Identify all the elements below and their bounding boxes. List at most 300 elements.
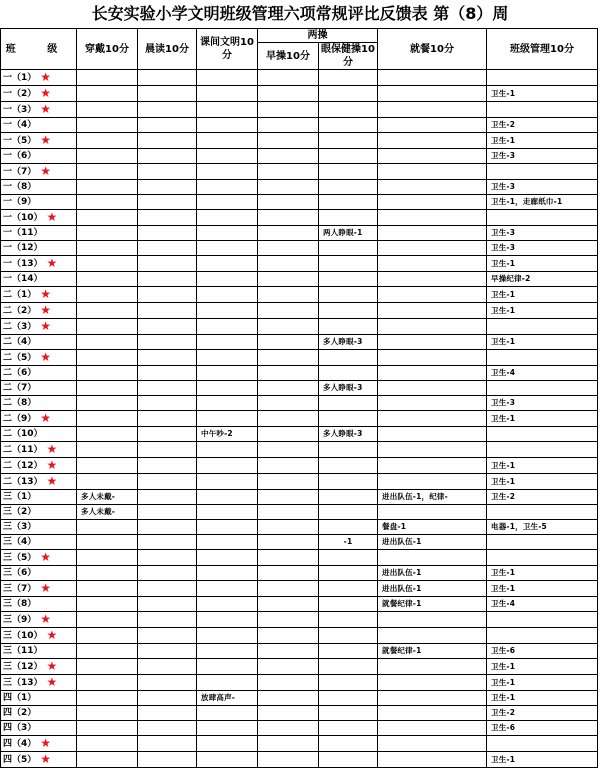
- class-name-cell: [1, 396, 77, 411]
- table-row: [1, 241, 598, 256]
- header-class-manage: 班级管理10分: [487, 29, 598, 70]
- morning-exercise-cell: [258, 303, 319, 319]
- eye-exercise-cell: [319, 350, 378, 366]
- morning-exercise-cell: [258, 706, 319, 721]
- meal-cell: [378, 210, 487, 226]
- meal-cell: [378, 118, 487, 133]
- class-name-cell: [1, 721, 77, 736]
- dress-cell: [77, 706, 138, 721]
- table-row: [1, 366, 598, 381]
- meal-cell: [378, 149, 487, 164]
- meal-cell: [378, 675, 487, 691]
- break-civility-cell: [197, 272, 258, 287]
- dress-cell: [77, 70, 138, 86]
- class-manage-cell: [487, 381, 598, 396]
- morning-exercise-cell: [258, 411, 319, 427]
- morning-exercise-cell: [258, 691, 319, 706]
- class-name-cell: [1, 133, 77, 149]
- meal-cell: [378, 706, 487, 721]
- table-row: [1, 396, 598, 411]
- class-name-cell: [1, 644, 77, 659]
- dress-cell: [77, 474, 138, 490]
- table-row: [1, 628, 598, 644]
- class-manage-cell: 卫生-3: [487, 180, 598, 195]
- break-civility-cell: [197, 474, 258, 490]
- eye-exercise-cell: [319, 628, 378, 644]
- meal-cell: [378, 256, 487, 272]
- meal-cell: [378, 350, 487, 366]
- star-icon: ★: [40, 303, 52, 317]
- morning-exercise-cell: [258, 133, 319, 149]
- star-icon: ★: [46, 210, 58, 224]
- meal-cell: [378, 133, 487, 149]
- class-name: 一（3）: [3, 105, 37, 115]
- meal-cell: [378, 272, 487, 287]
- class-name: 二（7）: [3, 383, 37, 393]
- break-civility-cell: [197, 411, 258, 427]
- meal-cell: [378, 659, 487, 675]
- table-row: [1, 566, 598, 581]
- break-civility-cell: [197, 256, 258, 272]
- morning-exercise-cell: [258, 644, 319, 659]
- eye-exercise-cell: [319, 164, 378, 180]
- dress-cell: [77, 427, 138, 442]
- table-row: [1, 535, 598, 550]
- meal-cell: [378, 180, 487, 195]
- class-name-cell: [1, 550, 77, 566]
- eye-exercise-cell: [319, 520, 378, 535]
- morning-exercise-cell: [258, 256, 319, 272]
- class-name: 二（5）: [3, 353, 37, 363]
- dress-cell: [77, 628, 138, 644]
- morning-read-cell: [138, 272, 197, 287]
- morning-exercise-cell: [258, 210, 319, 226]
- header-class: 班 级: [1, 29, 77, 70]
- dress-cell: [77, 550, 138, 566]
- class-manage-cell: 卫生-1: [487, 752, 598, 768]
- morning-read-cell: [138, 659, 197, 675]
- meal-cell: [378, 691, 487, 706]
- class-name-cell: [1, 659, 77, 675]
- table-row: [1, 505, 598, 520]
- break-civility-cell: [197, 350, 258, 366]
- eye-exercise-cell: [319, 149, 378, 164]
- table-row: [1, 210, 598, 226]
- eye-exercise-cell: [319, 195, 378, 210]
- morning-exercise-cell: [258, 721, 319, 736]
- eye-exercise-cell: [319, 241, 378, 256]
- morning-read-cell: [138, 644, 197, 659]
- meal-cell: [378, 287, 487, 303]
- class-manage-cell: [487, 319, 598, 335]
- table-row: [1, 149, 598, 164]
- meal-cell: [378, 381, 487, 396]
- class-name-cell: [1, 535, 77, 550]
- morning-read-cell: [138, 335, 197, 350]
- class-manage-cell: 卫生-1，走廊纸巾-1: [487, 195, 598, 210]
- morning-exercise-cell: [258, 442, 319, 458]
- class-name-cell: [1, 335, 77, 350]
- meal-cell: [378, 335, 487, 350]
- class-name-cell: [1, 210, 77, 226]
- meal-cell: [378, 442, 487, 458]
- dress-cell: [77, 535, 138, 550]
- header-meal: 就餐10分: [378, 29, 487, 70]
- class-name-cell: [1, 581, 77, 597]
- meal-cell: [378, 628, 487, 644]
- break-civility-cell: [197, 581, 258, 597]
- dress-cell: [77, 287, 138, 303]
- dress-cell: [77, 644, 138, 659]
- table-row: [1, 195, 598, 210]
- break-civility-cell: [197, 659, 258, 675]
- table-row: [1, 86, 598, 102]
- star-icon: ★: [46, 675, 58, 689]
- morning-read-cell: [138, 442, 197, 458]
- break-civility-cell: [197, 335, 258, 350]
- eye-exercise-cell: [319, 659, 378, 675]
- morning-read-cell: [138, 427, 197, 442]
- header-two-exercises: 两操: [258, 29, 378, 43]
- class-name: 二（10）: [3, 429, 43, 439]
- table-row: [1, 350, 598, 366]
- star-icon: ★: [40, 102, 52, 116]
- eye-exercise-cell: [319, 256, 378, 272]
- meal-cell: [378, 303, 487, 319]
- class-name-cell: [1, 675, 77, 691]
- table-row: [1, 597, 598, 612]
- eye-exercise-cell: [319, 721, 378, 736]
- class-manage-cell: [487, 505, 598, 520]
- eye-exercise-cell: [319, 411, 378, 427]
- morning-read-cell: [138, 411, 197, 427]
- table-row: [1, 70, 598, 86]
- class-manage-cell: [487, 210, 598, 226]
- morning-exercise-cell: [258, 86, 319, 102]
- class-manage-cell: 早操纪律-2: [487, 272, 598, 287]
- morning-read-cell: [138, 706, 197, 721]
- eye-exercise-cell: [319, 612, 378, 628]
- morning-exercise-cell: [258, 550, 319, 566]
- morning-exercise-cell: [258, 675, 319, 691]
- morning-read-cell: [138, 226, 197, 241]
- eye-exercise-cell: 多人睁眼-3: [319, 427, 378, 442]
- class-name: 二（3）: [3, 322, 37, 332]
- class-name: 三（4）: [3, 537, 37, 547]
- break-civility-cell: [197, 675, 258, 691]
- break-civility-cell: [197, 612, 258, 628]
- star-icon: ★: [40, 70, 52, 84]
- morning-exercise-cell: [258, 659, 319, 675]
- class-name-cell: [1, 256, 77, 272]
- morning-exercise-cell: [258, 180, 319, 195]
- morning-exercise-cell: [258, 287, 319, 303]
- class-manage-cell: [487, 350, 598, 366]
- break-civility-cell: [197, 118, 258, 133]
- sheet-title: 长安实验小学文明班级管理六项常规评比反馈表 第（8）周: [91, 4, 509, 23]
- class-name: 二（11）: [3, 445, 43, 455]
- star-icon: ★: [40, 350, 52, 364]
- class-name-cell: [1, 566, 77, 581]
- table-row: [1, 164, 598, 180]
- class-name-cell: [1, 319, 77, 335]
- dress-cell: [77, 566, 138, 581]
- dress-cell: [77, 241, 138, 256]
- eye-exercise-cell: [319, 287, 378, 303]
- class-name: 一（14）: [3, 274, 43, 284]
- class-name-cell: [1, 70, 77, 86]
- break-civility-cell: [197, 164, 258, 180]
- table-row: [1, 303, 598, 319]
- table-row: [1, 287, 598, 303]
- class-manage-cell: [487, 164, 598, 180]
- meal-cell: 就餐纪律-1: [378, 644, 487, 659]
- table-row: [1, 411, 598, 427]
- morning-read-cell: [138, 256, 197, 272]
- class-manage-cell: 卫生-1: [487, 133, 598, 149]
- meal-cell: 进出队伍-1: [378, 566, 487, 581]
- dress-cell: [77, 736, 138, 752]
- class-manage-cell: 卫生-1: [487, 566, 598, 581]
- class-name: 二（8）: [3, 398, 37, 408]
- dress-cell: [77, 195, 138, 210]
- meal-cell: 进出队伍-1，纪律-: [378, 490, 487, 505]
- morning-exercise-cell: [258, 241, 319, 256]
- break-civility-cell: [197, 287, 258, 303]
- class-name-cell: [1, 366, 77, 381]
- break-civility-cell: [197, 180, 258, 195]
- eye-exercise-cell: [319, 396, 378, 411]
- eye-exercise-cell: [319, 644, 378, 659]
- meal-cell: 进出队伍-1: [378, 581, 487, 597]
- meal-cell: [378, 396, 487, 411]
- table-row: [1, 335, 598, 350]
- morning-exercise-cell: [258, 226, 319, 241]
- class-name-cell: [1, 520, 77, 535]
- break-civility-cell: [197, 86, 258, 102]
- meal-cell: [378, 241, 487, 256]
- meal-cell: [378, 474, 487, 490]
- morning-read-cell: [138, 752, 197, 768]
- class-name: 二（4）: [3, 337, 37, 347]
- break-civility-cell: [197, 381, 258, 396]
- break-civility-cell: [197, 597, 258, 612]
- morning-exercise-cell: [258, 427, 319, 442]
- dress-cell: [77, 411, 138, 427]
- break-civility-cell: [197, 303, 258, 319]
- morning-exercise-cell: [258, 628, 319, 644]
- star-icon: ★: [40, 581, 52, 595]
- class-name: 二（1）: [3, 290, 37, 300]
- class-manage-cell: 卫生-1: [487, 335, 598, 350]
- morning-exercise-cell: [258, 458, 319, 474]
- star-icon: ★: [40, 612, 52, 626]
- eye-exercise-cell: [319, 102, 378, 118]
- meal-cell: [378, 550, 487, 566]
- table-row: [1, 612, 598, 628]
- eye-exercise-cell: [319, 272, 378, 287]
- class-name-cell: [1, 164, 77, 180]
- meal-cell: [378, 366, 487, 381]
- morning-exercise-cell: [258, 505, 319, 520]
- star-icon: ★: [46, 659, 58, 673]
- star-icon: ★: [40, 319, 52, 333]
- morning-read-cell: [138, 133, 197, 149]
- class-manage-cell: 卫生-3: [487, 149, 598, 164]
- class-name: 一（11）: [3, 228, 43, 238]
- dress-cell: [77, 164, 138, 180]
- star-icon: ★: [46, 458, 58, 472]
- dress-cell: [77, 335, 138, 350]
- class-manage-cell: 卫生-3: [487, 226, 598, 241]
- star-icon: ★: [46, 474, 58, 488]
- class-manage-cell: [487, 628, 598, 644]
- class-name-cell: [1, 118, 77, 133]
- class-name-cell: [1, 736, 77, 752]
- class-manage-cell: 卫生-2: [487, 490, 598, 505]
- class-manage-cell: [487, 535, 598, 550]
- class-name-cell: [1, 180, 77, 195]
- dress-cell: [77, 581, 138, 597]
- break-civility-cell: [197, 752, 258, 768]
- dress-cell: [77, 396, 138, 411]
- morning-exercise-cell: [258, 366, 319, 381]
- morning-read-cell: [138, 366, 197, 381]
- table-row: [1, 490, 598, 505]
- dress-cell: [77, 210, 138, 226]
- class-name: 三（9）: [3, 615, 37, 625]
- table-row: [1, 226, 598, 241]
- class-name: 二（13）: [3, 477, 43, 487]
- eye-exercise-cell: [319, 303, 378, 319]
- class-name-cell: [1, 303, 77, 319]
- dress-cell: [77, 272, 138, 287]
- morning-exercise-cell: [258, 520, 319, 535]
- morning-read-cell: [138, 535, 197, 550]
- class-name: 一（9）: [3, 197, 37, 207]
- star-icon: ★: [40, 752, 52, 766]
- star-icon: ★: [46, 628, 58, 642]
- meal-cell: [378, 612, 487, 628]
- class-name: 四（4）: [3, 739, 37, 749]
- class-manage-cell: 卫生-1: [487, 256, 598, 272]
- morning-exercise-cell: [258, 350, 319, 366]
- morning-read-cell: [138, 736, 197, 752]
- star-icon: ★: [40, 550, 52, 564]
- class-name-cell: [1, 149, 77, 164]
- morning-exercise-cell: [258, 272, 319, 287]
- morning-read-cell: [138, 628, 197, 644]
- table-row: [1, 381, 598, 396]
- morning-read-cell: [138, 505, 197, 520]
- class-manage-cell: [487, 70, 598, 86]
- break-civility-cell: [197, 70, 258, 86]
- evaluation-table: [0, 28, 598, 768]
- morning-exercise-cell: [258, 195, 319, 210]
- break-civility-cell: [197, 319, 258, 335]
- meal-cell: [378, 505, 487, 520]
- break-civility-cell: [197, 644, 258, 659]
- eye-exercise-cell: [319, 490, 378, 505]
- table-row: [1, 721, 598, 736]
- meal-cell: [378, 226, 487, 241]
- class-name-cell: [1, 597, 77, 612]
- class-name-cell: [1, 612, 77, 628]
- break-civility-cell: [197, 566, 258, 581]
- class-name-cell: [1, 474, 77, 490]
- morning-read-cell: [138, 675, 197, 691]
- dress-cell: [77, 180, 138, 195]
- break-civility-cell: [197, 736, 258, 752]
- break-civility-cell: [197, 550, 258, 566]
- class-manage-cell: 卫生-3: [487, 396, 598, 411]
- morning-read-cell: [138, 381, 197, 396]
- break-civility-cell: 放肆高声-: [197, 691, 258, 706]
- eye-exercise-cell: [319, 70, 378, 86]
- dress-cell: [77, 118, 138, 133]
- dress-cell: [77, 366, 138, 381]
- table-row: [1, 102, 598, 118]
- class-name: 三（7）: [3, 584, 37, 594]
- table-row: [1, 644, 598, 659]
- table-row: [1, 427, 598, 442]
- eye-exercise-cell: [319, 706, 378, 721]
- star-icon: ★: [40, 86, 52, 100]
- meal-cell: [378, 102, 487, 118]
- class-name-cell: [1, 505, 77, 520]
- class-manage-cell: 卫生-1: [487, 659, 598, 675]
- morning-exercise-cell: [258, 597, 319, 612]
- meal-cell: [378, 752, 487, 768]
- header-morning-exercise: 早操10分: [258, 43, 319, 70]
- star-icon: ★: [40, 411, 52, 425]
- dress-cell: [77, 458, 138, 474]
- class-name: 三（10）: [3, 631, 43, 641]
- morning-exercise-cell: [258, 612, 319, 628]
- dress-cell: [77, 86, 138, 102]
- class-manage-cell: [487, 550, 598, 566]
- class-name: 四（2）: [3, 708, 37, 718]
- morning-read-cell: [138, 597, 197, 612]
- dress-cell: [77, 226, 138, 241]
- class-name: 四（1）: [3, 693, 37, 703]
- star-icon: ★: [40, 736, 52, 750]
- dress-cell: 多人未戴-: [77, 490, 138, 505]
- class-manage-cell: [487, 442, 598, 458]
- dress-cell: [77, 303, 138, 319]
- morning-read-cell: [138, 118, 197, 133]
- class-name: 一（8）: [3, 182, 37, 192]
- morning-exercise-cell: [258, 581, 319, 597]
- eye-exercise-cell: 多人睁眼-3: [319, 381, 378, 396]
- class-name: 二（9）: [3, 414, 37, 424]
- class-name: 一（10）: [3, 213, 43, 223]
- eye-exercise-cell: [319, 474, 378, 490]
- eye-exercise-cell: [319, 752, 378, 768]
- class-manage-cell: 电器-1，卫生-5: [487, 520, 598, 535]
- dress-cell: [77, 612, 138, 628]
- class-name-cell: [1, 427, 77, 442]
- class-name-cell: [1, 86, 77, 102]
- eye-exercise-cell: [319, 691, 378, 706]
- dress-cell: [77, 659, 138, 675]
- morning-read-cell: [138, 180, 197, 195]
- class-name-cell: [1, 381, 77, 396]
- eye-exercise-cell: 两人睁眼-1: [319, 226, 378, 241]
- morning-exercise-cell: [258, 70, 319, 86]
- class-manage-cell: [487, 102, 598, 118]
- class-name-cell: [1, 195, 77, 210]
